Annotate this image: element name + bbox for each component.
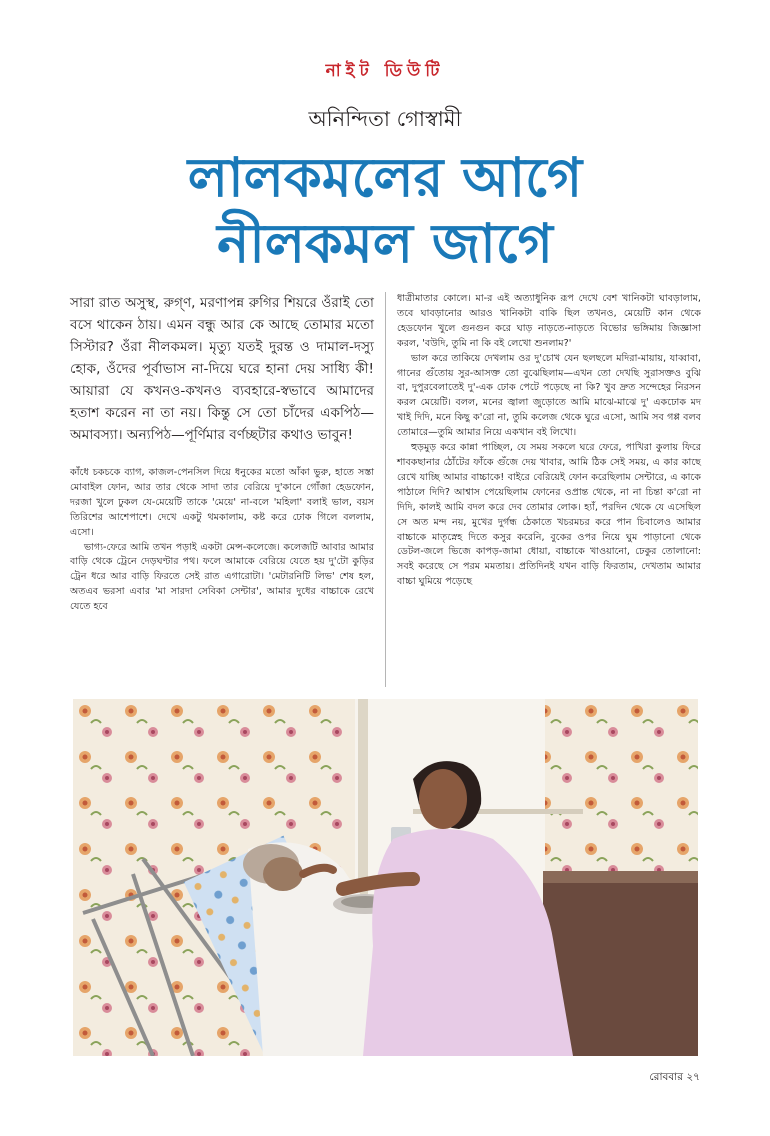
left-column [70, 292, 374, 615]
column-divider [385, 292, 386, 687]
right-body [397, 292, 701, 590]
headline [0, 145, 770, 277]
author-byline: অনিন্দিতা গোস্বামী [308, 107, 462, 131]
intro-text: সারা রাত অসুস্থ, রুগ্ণ, মরণাপন্ন রুগির শিয়রে ওঁরাই তো বসে থাকেন ঠায়। এমন বন্ধু আর কে আছে তোমার মতো সিস্টার? ওঁরা নীলকমল। মৃত্যু যতই দুরন্ত ও দামাল-দস্যু হোক, ওঁদের পূর্বাভাস না-দিয়ে ঘরে হানা দেয় সাধ্যি কী! আয়ারা যে কখনও-কখনও ব্যবহারে-স্বভাবে আমাদের হতাশ করেন না তা নয়। কিন্তু সে তো চাঁদের একপিঠ—অমাবস্যা। অন্যপিঠ—পূর্ণিমার বর্ণচ্ছটার কথাও ভাবুন! [70, 295, 374, 443]
headline-line-2: নীলকমল জাগে [217, 212, 553, 275]
photo-illustration [73, 699, 698, 1056]
headline-line-1: লালকমলের আগে [187, 146, 583, 209]
body-paragraph: ভাল করে তাকিয়ে দেখলাম ওর দু'চোখ যেন ছলছলে মদিরা-মায়ায়, যাব্বাবা, গানের গুঁতোয় সুর-আসক্ত তো বুঝেছিলাম—এখন তো দেখছি সুরাসক্তও বুঝি বা, দুপুরবেলাতেই দু'-এক ঢোক পেটে পড়েছে না কি? খুব দ্রুত সন্দেহের নিরসন করল মেয়েটি। বলল, মনের জ্বালা জুড়োতে আমি মাঝে-মাঝে দু' একঢোক মদ খাই দিদি, মনে কিছু ক'রো না, তুমি কলেজ থেকে ঘুরে এসো, আমি সব গপ্প বলব তোমারে—তুমি আমার নিয়ে একখান বই লিখো। [397, 352, 701, 439]
article-photo [73, 699, 698, 1056]
page-folio: রোববার ২৭ [649, 1071, 700, 1083]
left-body [70, 466, 374, 615]
body-paragraph: ভাগ্য-ফেরে আমি তখন পড়াই একটা মেন্স-কলেজে। কলেজটি আবার আমার বাড়ি থেকে ট্রেনে দেড়ঘণ্টার পথ। ফলে আমাকে বেরিয়ে যেতে হয় দু'টো কুড়ির ট্রেন ধরে আর বাড়ি ফিরতে সেই রাত এগারোটা। 'মেটারনিটি লিভ' শেষ হল, অতএব ভরসা এবার 'মা সারদা সেবিকা সেন্টার', আমার দুধের বাচ্চাকে রেখে যেতে হবে [70, 541, 374, 613]
right-column [397, 292, 701, 590]
kicker: নাইট ডিউটি [325, 61, 445, 81]
body-paragraph: কাঁধে চকচকে ব্যাগ, কাজল-পেনসিল দিয়ে ধনুকের মতো আঁকা ভুরু, হাতে সস্তা মোবাইল ফোন, আর তার থেকে সাদা তার বেরিয়ে দু'কানে গোঁজা হেডফোন, দরজা খুলে ঢুকল যে-মেয়েটি তাকে 'মেয়ে' না-বলে 'মহিলা' বলাই ভাল, বয়স তিরিশের আশেপাশে। দেখে একটু থমকালাম, কষ্ট করে ঢোক গিলে বললাম, এসো। [70, 467, 374, 538]
body-paragraph: হুড়মুড় করে কান্না পাচ্ছিল, যে সময় সকলে ঘরে ফেরে, পাখিরা কুলায় ফিরে শাবকছানার ঠোঁটের ফাঁকে গুঁজে দেয় খাবার, আমি ঠিক সেই সময়, এ কার কাছে রেখে যাচ্ছি আমার বাচ্চাকে! বাইরে বেরিয়েই ফোন করেছিলাম সেন্টারে, এ কাকে পাঠালে দিদি? আশ্বাস পেয়েছিলাম ফোনের ওপ্রান্ত থেকে, না না চিন্তা ক'রো না দিদি, কালই আমি বদল করে দেব তোমার লোক। হ্যাঁ, পরদিন থেকে যে এসেছিল সে অত মন্দ নয়, মুখের দুর্গন্ধ ঠেকাতে খচরমচর করে পান চিবালেও আমার বাচ্চাকে মাতৃস্নেহ দিতে কসুর করেনি, বুকের ওপর নিয়ে ঘুম পাড়ানো থেকে ডেটল-জলে ভিজে কাপড়-জামা ধোয়া, বাচ্চাকে খাওয়ানো, ঢেকুর তোলানো: সবই করেছে সে পরম মমতায়। প্রতিদিনই যখন বাড়ি ফিরতাম, দেখতাম আমার বাচ্চা ঘুমিয়ে পড়েছে [397, 442, 701, 588]
body-paragraph: ধাত্রীমাতার কোলে। মা-র এই অত্যাধুনিক রূপ দেখে বেশ খানিকটা ঘাবড়ালাম, তবে ঘাবড়ানোর আরও খানিকটা বাকি ছিল তখনও, মেয়েটি কান থেকে হেডফোন খুলে গুনগুন করে ঘাড় নাড়তে-নাড়তে বিভোর ভঙ্গিমায় জিজ্ঞাসা করল, 'বউদি, তুমি না কি বই লেখো শুনলাম?' [397, 293, 701, 349]
intro-paragraph [70, 292, 374, 446]
